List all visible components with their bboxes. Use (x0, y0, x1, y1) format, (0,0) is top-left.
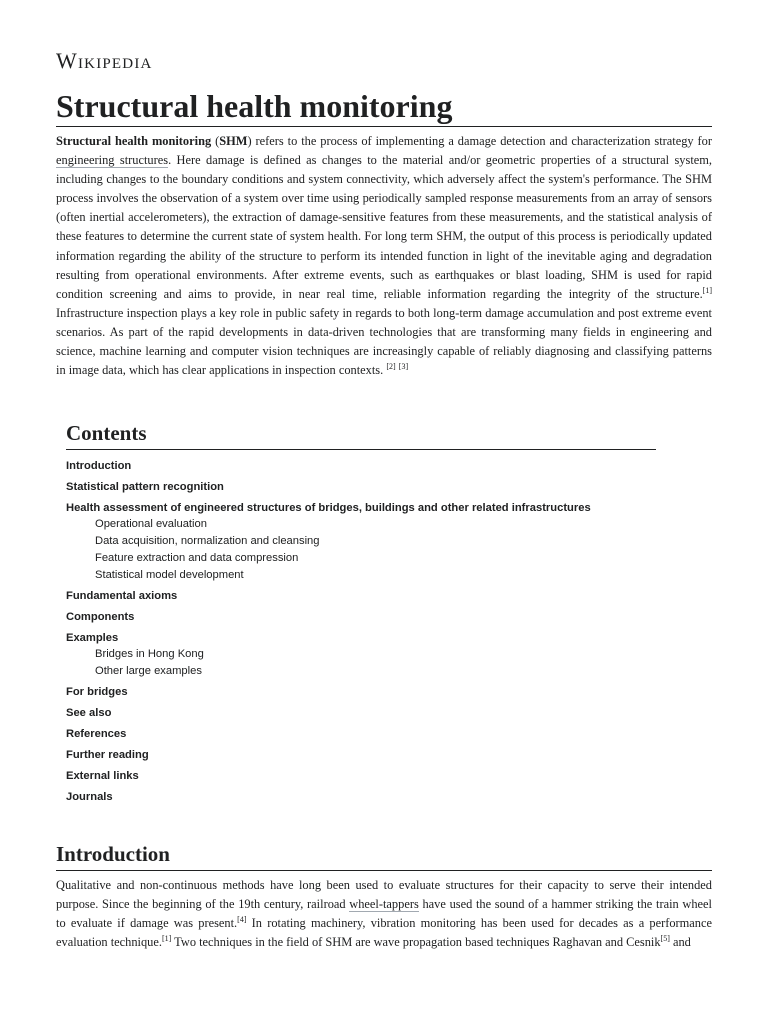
toc-subitem[interactable]: Other large examples (95, 665, 202, 677)
lead-text: ( (211, 134, 220, 148)
toc-link[interactable]: External links (66, 770, 139, 782)
citation-ref-1[interactable]: [1] (161, 934, 172, 944)
lead-term: Structural health monitoring (56, 134, 212, 148)
link-wheel-tappers[interactable]: wheel-tappers (349, 897, 419, 912)
lead-text: Infrastructure inspection plays a key role in public safety in regards to both long-term damage accumulation and post extreme event scenarios. As part of the rapid developments in data-driven technologies that are transforming many fields in engineering and science, machine learning and computer vision techniques are increasingly capable of reliably diagnosing and classifying patterns in image data, which has clear applications in inspection contexts. (56, 305, 712, 378)
toc-sublist (66, 516, 656, 584)
toc-item (66, 724, 656, 745)
toc-subitem[interactable]: Feature extraction and data compression (95, 552, 299, 564)
toc-subitem[interactable]: Bridges in Hong Kong (95, 648, 204, 660)
lead-text: . Here damage is defined as changes to the material and/or geometric properties of a structural system, including changes to the boundary conditions and system connectivity, which adversely affect the system's performance. The SHM process involves the observation of a system over time using periodically sampled response measurements from an array of sensors (often inertial accelerometers), the extraction of damage-sensitive features from these measurements, and the statistical analysis of these features to determine the current state of system health. For long term SHM, the output of this process is periodically updated information regarding the ability of the structure to perform its intended function in light of the inevitable aging and degradation resulting from operational environments. After extreme events, such as earthquakes or blast loading, SHM is used for rapid condition screening and aims to provide, in near real time, reliable information regarding the integrity of the structure. (56, 153, 712, 301)
intro-text: have used the sound of a hammer striking the train wheel to evaluate if damage was present. (56, 897, 712, 931)
citation-ref-4[interactable]: [4] (237, 915, 247, 925)
toc-link[interactable]: Fundamental axioms (66, 590, 178, 602)
toc-item (66, 477, 656, 498)
toc-item (66, 787, 656, 808)
page-title: Structural health monitoring (56, 88, 453, 124)
lead-paragraph (56, 132, 712, 380)
toc-sublist (66, 646, 656, 680)
toc-item (66, 745, 656, 766)
section-heading-introduction: Introduction (56, 842, 170, 866)
section-divider (56, 870, 712, 871)
citation-ref-5[interactable]: [5] (660, 934, 670, 944)
toc-link[interactable]: Journals (66, 791, 113, 803)
toc-item (66, 703, 656, 724)
title-divider (56, 126, 712, 127)
toc-link[interactable]: Health assessment of engineered structures of bridges, buildings and other related infrastructures (66, 502, 591, 514)
toc-link[interactable]: See also (66, 707, 112, 719)
toc-divider (66, 449, 656, 450)
toc-link[interactable]: Statistical pattern recognition (66, 481, 224, 493)
toc-subitem[interactable]: Statistical model development (95, 569, 244, 581)
citation-ref-3[interactable]: [3] (398, 362, 409, 371)
intro-text: Qualitative and non-continuous methods have long been used to evaluate structures for their capacity to serve their intended purpose. Since the beginning of the 19th century, railroad (56, 878, 712, 912)
toc-link[interactable]: Components (66, 611, 135, 623)
intro-paragraph (56, 876, 712, 952)
intro-text: and (669, 935, 691, 950)
toc-link[interactable]: Introduction (66, 460, 132, 472)
toc-item (66, 682, 656, 703)
toc-item (66, 456, 656, 477)
lead-text: ) refers to the process of implementing a damage detection and characterization strategy for (247, 134, 712, 148)
toc-link[interactable]: For bridges (66, 686, 128, 698)
toc-list (66, 456, 656, 808)
toc-item (66, 766, 656, 787)
toc-item (66, 586, 656, 607)
intro-text: In rotating machinery, vibration monitoring has been used for decades as a performance evaluation technique. (56, 916, 712, 950)
toc-subitem[interactable]: Data acquisition, normalization and cleansing (95, 535, 320, 547)
citation-ref-1[interactable]: [1] (702, 285, 712, 295)
toc-title: Contents (66, 421, 147, 445)
toc-subitem[interactable]: Operational evaluation (95, 518, 207, 530)
lead-abbr: SHM (219, 134, 248, 148)
toc-item (66, 607, 656, 628)
wikipedia-logo[interactable]: Wikipedia (56, 48, 153, 73)
toc-link[interactable]: References (66, 728, 127, 740)
table-of-contents (66, 418, 656, 808)
citation-ref-2[interactable]: [2] (386, 362, 396, 371)
link-engineering-structures[interactable]: engineering structures (56, 153, 169, 168)
toc-link[interactable]: Further reading (66, 749, 149, 761)
toc-link[interactable]: Examples (66, 632, 119, 644)
intro-text: Two techniques in the field of SHM are wave propagation based techniques Raghavan and Cesnik (171, 935, 661, 950)
